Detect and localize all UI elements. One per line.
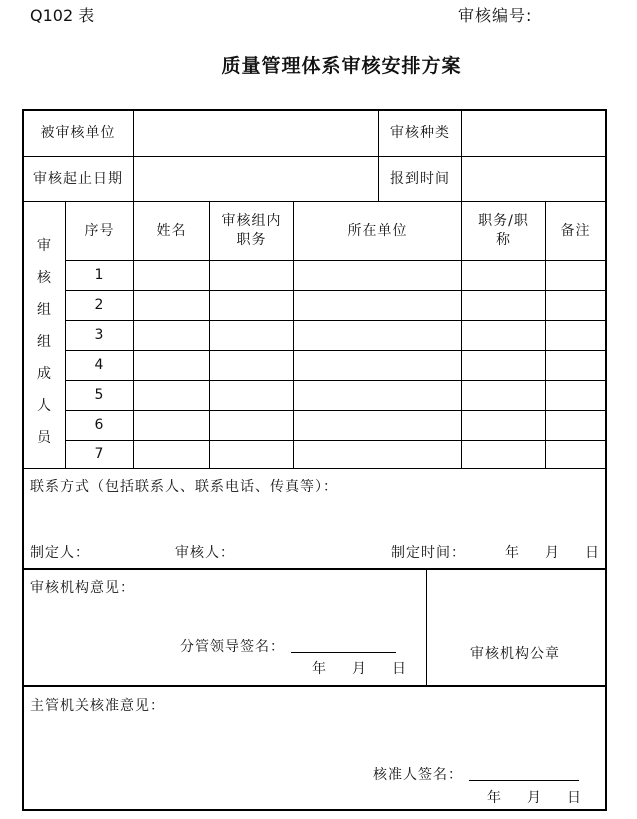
table-row: 5 <box>94 387 105 403</box>
authority-date-month: 月 <box>527 790 542 806</box>
audit-type-label: 审核种类 <box>390 124 450 141</box>
maker-label: 制定人： <box>30 545 90 561</box>
make-date-label: 制定时间： <box>391 545 466 561</box>
table-row: 4 <box>94 357 105 373</box>
reviewer-label: 审核人： <box>175 545 235 561</box>
audited-unit-label: 被审核单位 <box>40 124 116 141</box>
table-row: 2 <box>94 297 105 313</box>
table-row: 1 <box>94 267 105 283</box>
column-header-unit: 所在单位 <box>347 222 408 239</box>
leader-sign-label: 分管领导签名： <box>180 639 285 655</box>
approver-sign-label: 核准人签名： <box>373 767 463 783</box>
page-title: 质量管理体系审核安排方案 <box>221 55 462 77</box>
team-members-label: 审 核 组 组 成 人 员 <box>37 238 51 446</box>
report-time-label: 报到时间 <box>390 170 450 187</box>
form-code: Q102 表 <box>30 6 95 25</box>
column-header-seq: 序号 <box>84 222 115 239</box>
authority-date-day: 日 <box>567 790 582 806</box>
audit-number-label: 审核编号: <box>458 6 533 25</box>
make-date-year: 年 <box>505 545 520 561</box>
make-date-month: 月 <box>545 545 560 561</box>
audit-period-label: 审核起止日期 <box>33 170 123 187</box>
table-row: 3 <box>94 327 105 343</box>
agency-seal-label: 审核机构公章 <box>470 646 560 662</box>
column-header-job-title: 职务/职 称 <box>478 213 529 248</box>
column-header-remark: 备注 <box>560 222 591 239</box>
authority-date-year: 年 <box>487 790 502 806</box>
agency-date-day: 日 <box>392 661 407 677</box>
column-header-team-role: 审核组内 职务 <box>221 213 282 248</box>
column-header-name: 姓名 <box>156 222 187 239</box>
audit-period-field[interactable] <box>134 157 378 201</box>
table-row: 6 <box>94 417 105 433</box>
make-date-day: 日 <box>585 545 600 561</box>
approver-sign-line[interactable] <box>469 780 579 781</box>
leader-sign-line[interactable] <box>291 652 396 653</box>
agency-opinion-label: 审核机构意见： <box>30 580 135 596</box>
contact-label: 联系方式（包括联系人、联系电话、传真等）： <box>30 479 338 495</box>
authority-opinion-label: 主管机关核准意见： <box>30 698 165 714</box>
table-row: 7 <box>94 446 105 462</box>
audited-unit-field[interactable] <box>134 110 378 156</box>
report-time-field[interactable] <box>462 157 605 201</box>
audit-type-field[interactable] <box>462 110 605 156</box>
agency-date-year: 年 <box>312 661 327 677</box>
agency-date-month: 月 <box>352 661 367 677</box>
